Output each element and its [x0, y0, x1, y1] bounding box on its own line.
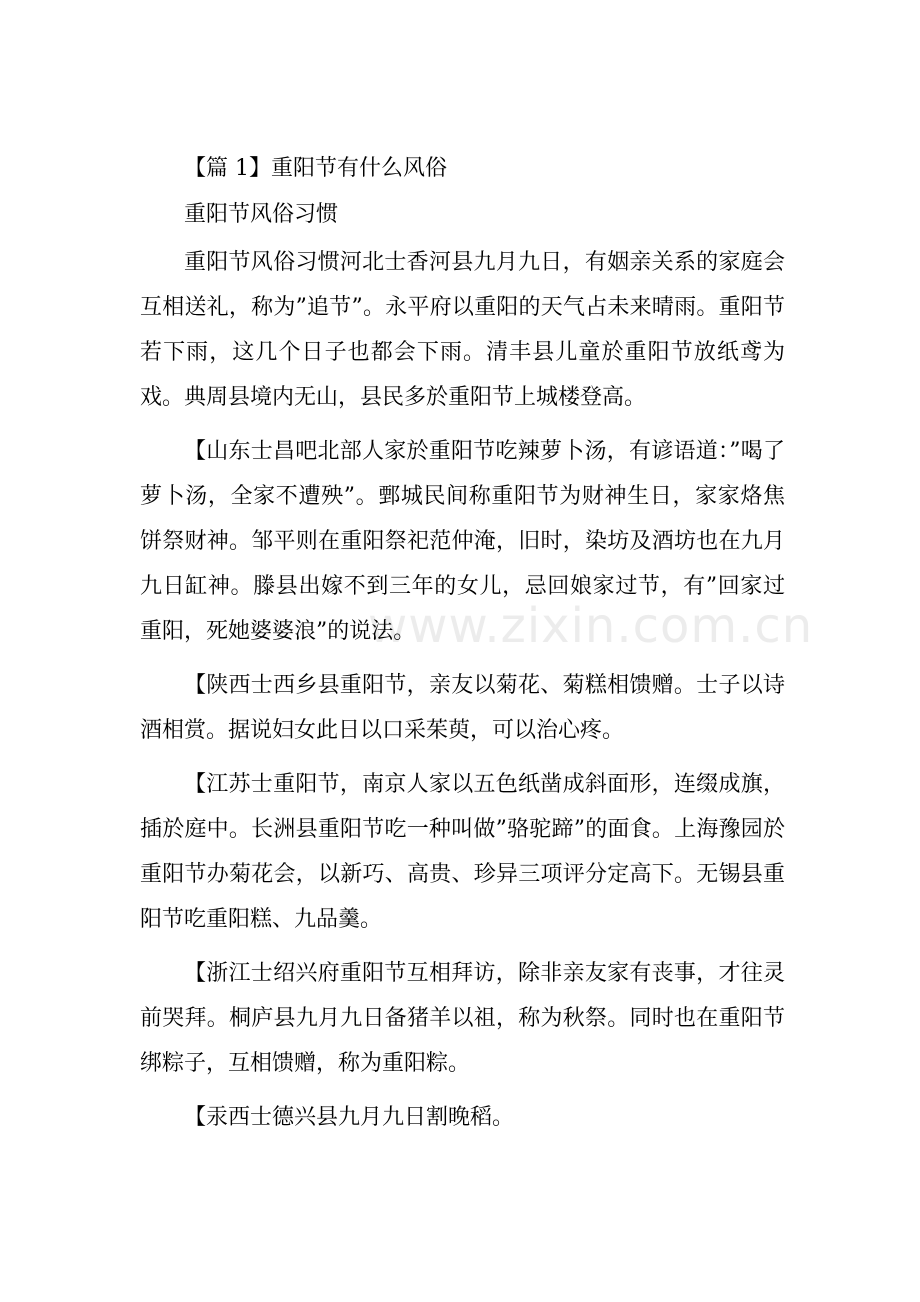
paragraph-hebei: 重阳节风俗习惯河北士香河县九月九日，有姻亲关系的家庭会互相送礼，称为”追节”。永平府以重阳的天气占未来晴雨。重阳节若下雨，这几个日子也都会下雨。清丰县儿童於重阳节放纸鸢为戏。典周县境内无山，县民多於重阳节上城楼登高。 [140, 250, 785, 410]
document-title: 【篇 1】重阳节有什么风俗 [184, 156, 447, 181]
paragraph-jiangxi: 【汞西士德兴县九月九日割晚稻。 [184, 1105, 515, 1130]
paragraph-shandong: 【山东士昌吧北部人家於重阳节吃辣萝卜汤，有谚语道：”喝了萝卜汤，全家不遭殃”。鄄城民间称重阳节为财神生日，家家烙焦饼祭财神。邹平则在重阳祭祀范仲淹，旧时，染坊及酒坊也在九月九日缸神。滕县出嫁不到三年的女儿，忌回娘家过节，有”回家过重阳，死她婆婆浪”的说法。 [140, 439, 785, 644]
document-subtitle: 重阳节风俗习惯 [184, 202, 339, 227]
watermark: www.zixin.com.cn [368, 598, 814, 654]
paragraph-shaanxi: 【陕西士西乡县重阳节，亲友以菊花、菊糕相馈赠。士子以诗酒相赏。据说妇女此日以口采茱萸，可以治心疼。 [140, 673, 785, 743]
paragraph-zhejiang: 【浙江士绍兴府重阳节互相拜访，除非亲友家有丧事，才往灵前哭拜。桐庐县九月九日备猪羊以祖，称为秋祭。同时也在重阳节绑粽子，互相馈赠，称为重阳粽。 [140, 961, 785, 1076]
paragraph-jiangsu: 【江苏士重阳节，南京人家以五色纸凿成斜面形，连缀成旗，插於庭中。长洲县重阳节吃一种叫做”骆驼蹄”的面食。上海豫园於重阳节办菊花会，以新巧、高贵、珍异三项评分定高下。无锡县重阳节吃重阳糕、九品羹。 [140, 772, 785, 932]
document-body [140, 146, 785, 1140]
